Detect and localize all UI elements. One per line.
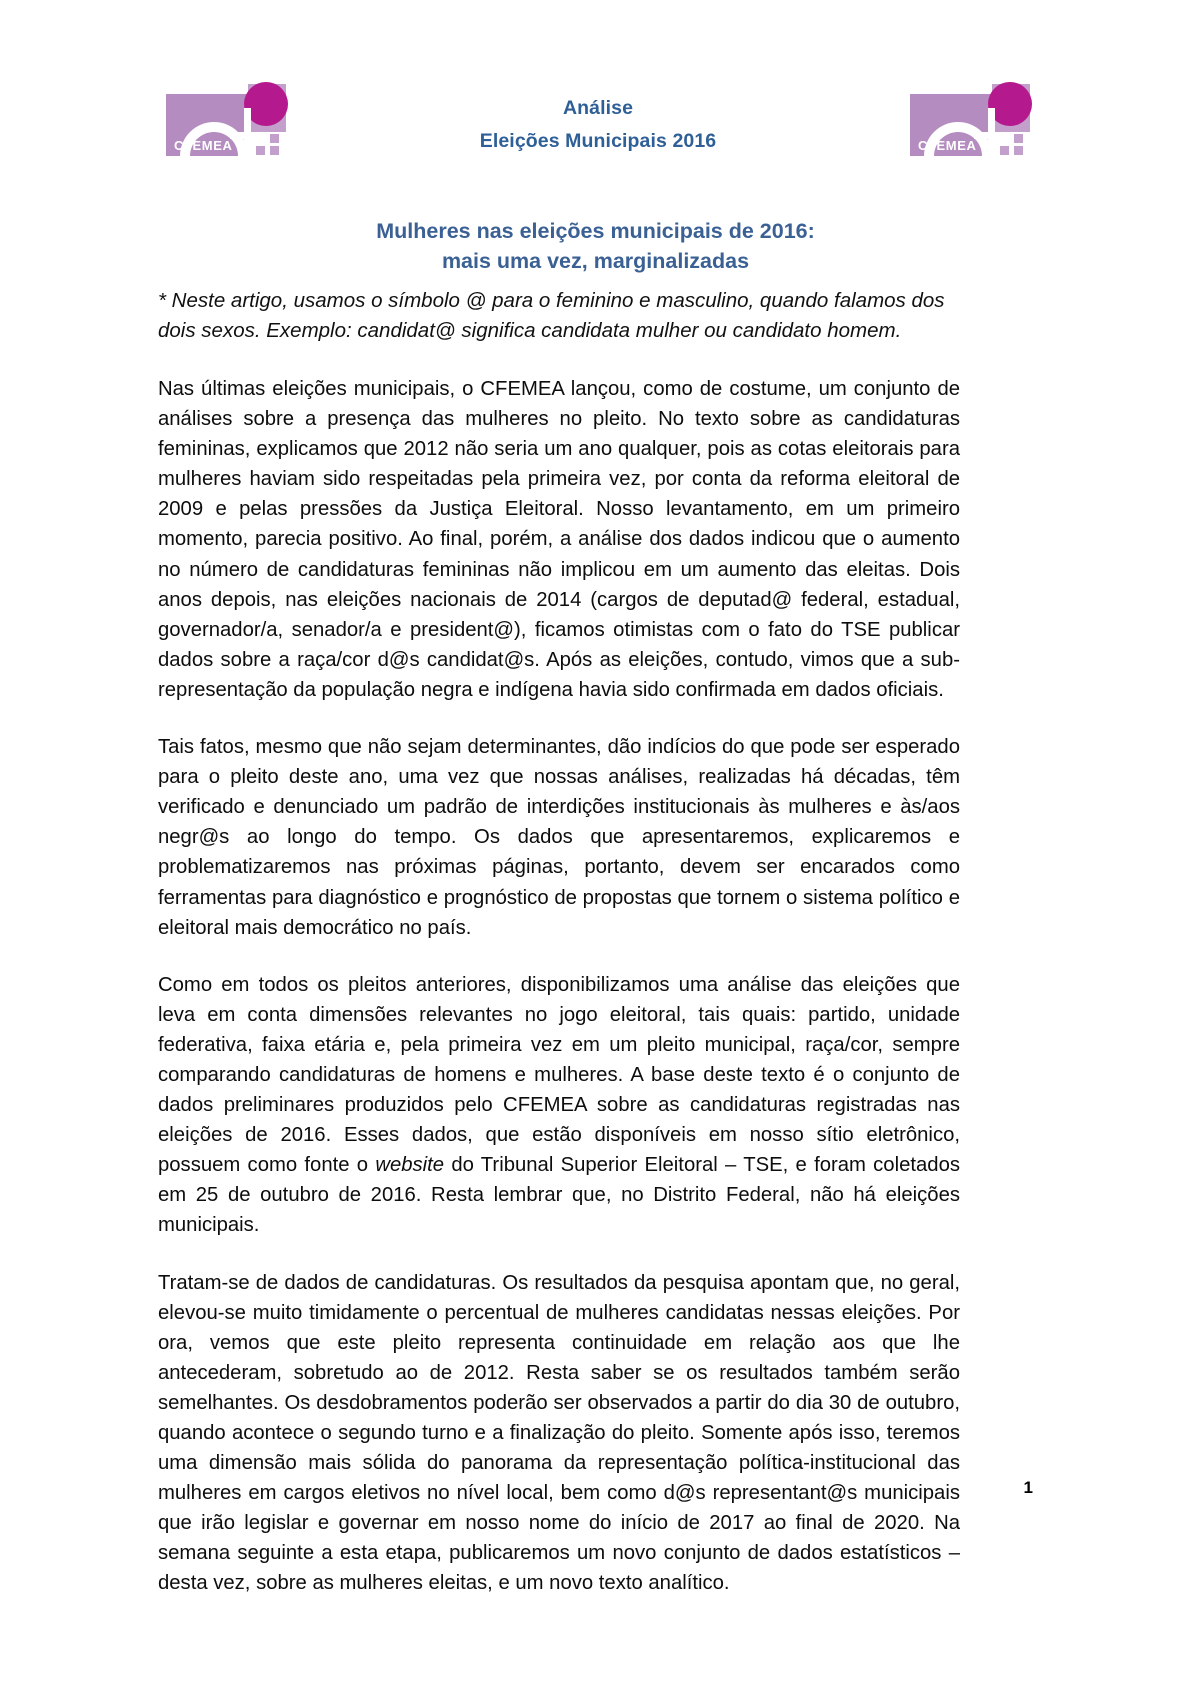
cfemea-logo-right <box>904 78 1036 160</box>
page-header <box>0 78 1191 188</box>
editorial-note: * Neste artigo, usamos o símbolo @ para o feminino e masculino, quando falamos dos dois sexos. Exemplo: candidat@ significa candidata mulher ou candidato homem. <box>158 289 945 342</box>
page-title-line-2: mais uma vez, marginalizadas <box>441 249 750 273</box>
body-paragraph-3-part-2: do Tribunal Superior Eleitoral – TSE, e foram coletados em 25 de outubro de 2016. Resta lembrar que, no Distrito Federal, não há eleições municipais. <box>158 1154 960 1237</box>
page-footer <box>0 1478 1191 1498</box>
body-paragraph-3 <box>158 970 960 1241</box>
cfemea-logo-left <box>160 78 292 160</box>
header-line-analise: Análise <box>562 97 634 119</box>
svg-text:CFEMEA: CFEMEA <box>918 138 977 153</box>
document-body <box>158 286 960 1599</box>
page-title-line-1: Mulheres nas eleições municipais de 2016: <box>376 219 815 243</box>
header-line-eleicoes: Eleições Municipais 2016 <box>479 130 717 152</box>
svg-text:CFEMEA: CFEMEA <box>174 138 233 153</box>
page-number: 1 <box>1023 1478 1033 1497</box>
body-paragraph-3-emphasis: website <box>375 1154 445 1177</box>
body-paragraph-1: Nas últimas eleições municipais, o CFEMEA lançou, como de costume, um conjunto de análises sobre a presença das mulheres no pleito. No texto sobre as candidaturas femininas, explicamos que 2012 não seria um ano qualquer, pois as cotas eleitorais para mulheres haviam sido respeitadas pela primeira vez, por conta da reforma eleitoral de 2009 e pelas pressões da Justiça Eleitoral. Nosso levantamento, em um primeiro momento, parecia positivo. Ao final, porém, a análise dos dados indicou que o aumento no número de candidaturas femininas não implicou em um aumento das eleitas. Dois anos depois, nas eleições nacionais de 2014 (cargos de deputad@ federal, estadual, governador/a, senador/a e president@), ficamos otimistas com o fato do TSE publicar dados sobre a raça/cor d@s candidat@s. Após as eleições, contudo, vimos que a sub-representação da população negra e indígena havia sido confirmada em dados oficiais. <box>158 378 960 701</box>
page-title <box>0 216 1191 276</box>
body-paragraph-4: Tratam-se de dados de candidaturas. Os resultados da pesquisa apontam que, no geral, elevou-se muito timidamente o percentual de mulheres candidatas nessas eleições. Por ora, vemos que este pleito representa continuidade em relação aos que lhe antecederam, sobretudo ao de 2012. Resta saber se os resultados também serão semelhantes. Os desdobramentos poderão ser observados a partir do dia 30 de outubro, quando acontece o segundo turno e a finalização do pleito. Somente após isso, teremos uma dimensão mais sólida do panorama da representação política-institucional das mulheres em cargos eletivos no nível local, bem como d@s representant@s municipais que irão legislar e governar em nosso nome do início de 2017 ao final de 2020. Na semana seguinte a esta etapa, publicaremos um novo conjunto de dados estatísticos – desta vez, sobre as mulheres eleitas, e um novo texto analítico. <box>158 1271 960 1595</box>
header-title-block <box>292 78 904 158</box>
body-paragraph-3-part-1: Como em todos os pleitos anteriores, disponibilizamos uma análise das eleições que leva em conta dimensões relevantes no jogo eleitoral, tais quais: partido, unidade federativa, faixa etária e, pela primeira vez em um pleito municipal, raça/cor, sempre comparando candidaturas de homens e mulheres. A base deste texto é o conjunto de dados preliminares produzidos pelo CFEMEA sobre as candidaturas registradas nas eleições de 2016. Esses dados, que estão disponíveis em nosso sítio eletrônico, possuem como fonte o <box>158 973 960 1177</box>
body-paragraph-2: Tais fatos, mesmo que não sejam determinantes, dão indícios do que pode ser esperado para o pleito deste ano, uma vez que nossas análises, realizadas há décadas, têm verificado e denunciado um padrão de interdições institucionais às mulheres e às/aos negr@s ao longo do tempo. Os dados que apresentaremos, explicaremos e problematizaremos nas próximas páginas, portanto, devem ser encarados como ferramentas para diagnóstico e prognóstico de propostas que tornem o sistema político e eleitoral mais democrático no país. <box>158 736 960 939</box>
